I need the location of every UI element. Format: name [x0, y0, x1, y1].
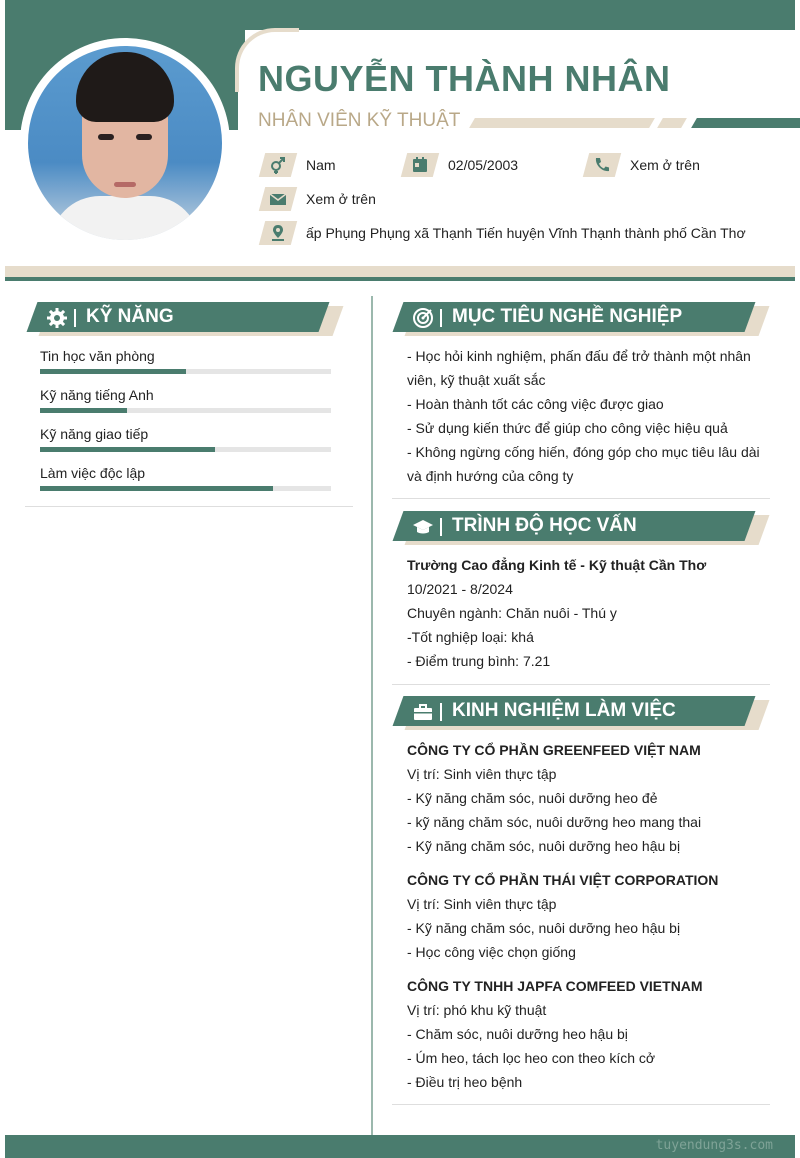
education-line: - Điểm trung bình: 7.21: [407, 653, 551, 669]
job-line: - Kỹ năng chăm sóc, nuôi dưỡng heo hậu bị: [407, 920, 681, 936]
job-line: - Úm heo, tách lọc heo con theo kích cở: [407, 1050, 656, 1066]
education-heading: [398, 511, 750, 545]
header-divider: [5, 266, 795, 277]
birthdate-value: 02/05/2003: [448, 157, 519, 173]
avatar-eye-right: [136, 134, 152, 140]
education-line: -Tốt nghiệp loại: khá: [407, 629, 534, 645]
info-email: [262, 187, 376, 211]
info-phone: [586, 153, 700, 177]
objective-line: - Không ngừng cống hiến, đóng góp cho mục tiêu lâu dài: [407, 444, 760, 460]
skill-bar-fill: [40, 408, 127, 413]
skill-bar-track: [40, 486, 331, 491]
experience-title: KINH NGHIỆM LÀM VIỆC: [452, 700, 676, 721]
avatar: [28, 46, 222, 240]
objective-line: - Hoàn thành tốt các công việc được giao: [407, 396, 664, 412]
watermark-text: tuyendung3s.com: [655, 1138, 773, 1153]
phone-icon: [586, 153, 618, 177]
avatar-shirt: [50, 196, 200, 240]
skill-item: [40, 386, 331, 413]
skills-title: KỸ NĂNG: [86, 306, 174, 327]
avatar-eye-left: [98, 134, 114, 140]
objective-title: MỤC TIÊU NGHỀ NGHIỆP: [452, 306, 683, 327]
title-stripe: [469, 118, 655, 128]
objective-line: - Học hỏi kinh nghiệm, phấn đấu để trở thành một nhân: [407, 348, 751, 364]
job-title: NHÂN VIÊN KỸ THUẬT: [258, 110, 461, 131]
education-line: 10/2021 - 8/2024: [407, 581, 513, 597]
footer-bar: [5, 1135, 795, 1158]
gender-icon: [262, 153, 294, 177]
job-line: Vị trí: Sinh viên thực tập: [407, 766, 557, 782]
company-name: CÔNG TY TNHH JAPFA COMFEED VIETNAM: [407, 978, 703, 994]
info-address: [262, 221, 746, 245]
section-divider: [392, 1104, 770, 1105]
job-line: - kỹ năng chăm sóc, nuôi dưỡng heo mang thai: [407, 814, 702, 830]
map-pin-icon: [262, 221, 294, 245]
skill-name: Kỹ năng giao tiếp: [40, 426, 149, 442]
candidate-name: NGUYỄN THÀNH NHÂN: [258, 58, 671, 99]
skill-bar-fill: [40, 486, 273, 491]
objective-line: và định hướng của công ty: [407, 468, 574, 484]
title-stripe-accent: [691, 118, 800, 128]
company-name: CÔNG TY CỔ PHẦN THÁI VIỆT CORPORATION: [407, 872, 719, 888]
avatar-hair: [76, 52, 174, 122]
briefcase-icon: [412, 701, 434, 723]
job-line: - Chăm sóc, nuôi dưỡng heo hậu bị: [407, 1026, 628, 1042]
skill-item: [40, 464, 331, 491]
company-name: CÔNG TY CỔ PHẦN GREENFEED VIỆT NAM: [407, 742, 701, 758]
section-divider: [392, 684, 770, 685]
skill-bar-track: [40, 447, 331, 452]
skill-bar-track: [40, 369, 331, 374]
header-divider-accent: [5, 277, 795, 281]
job-line: - Kỹ năng chăm sóc, nuôi dưỡng heo đẻ: [407, 790, 658, 806]
skill-item: [40, 425, 331, 452]
email-value: Xem ở trên: [306, 191, 376, 207]
calendar-icon: [404, 153, 436, 177]
school-name: Trường Cao đẳng Kinh tế - Kỹ thuật Cần Thơ: [407, 557, 707, 573]
job-line: - Điều trị heo bệnh: [407, 1074, 523, 1090]
avatar-mouth: [114, 182, 136, 187]
skill-bar-fill: [40, 447, 215, 452]
column-divider: [371, 296, 373, 1136]
skill-bar-fill: [40, 369, 186, 374]
objective-line: - Sử dụng kiến thức để giúp cho công việc hiệu quả: [407, 420, 728, 436]
skill-name: Làm việc độc lập: [40, 465, 146, 481]
section-divider: [25, 506, 353, 507]
job-line: Vị trí: phó khu kỹ thuật: [407, 1002, 547, 1018]
section-divider: [392, 498, 770, 499]
experience-heading: [398, 696, 750, 730]
education-title: TRÌNH ĐỘ HỌC VẤN: [452, 515, 637, 536]
target-icon: [412, 307, 434, 329]
job-line: Vị trí: Sinh viên thực tập: [407, 896, 557, 912]
job-line: - Học công việc chọn giống: [407, 944, 576, 960]
skill-item: [40, 347, 331, 374]
job-line: - Kỹ năng chăm sóc, nuôi dưỡng heo hậu bị: [407, 838, 681, 854]
graduation-cap-icon: [412, 516, 434, 538]
objective-line: viên, kỹ thuật xuất sắc: [407, 372, 546, 388]
objective-heading: [398, 302, 750, 336]
info-gender: [262, 153, 336, 177]
address-value: ấp Phụng Phụng xã Thạnh Tiến huyện Vĩnh Thạnh thành phố Cần Thơ: [306, 225, 746, 241]
skill-name: Tin học văn phòng: [40, 348, 155, 364]
skill-bar-track: [40, 408, 331, 413]
gender-value: Nam: [306, 157, 336, 173]
envelope-icon: [262, 187, 294, 211]
skill-name: Kỹ năng tiếng Anh: [40, 387, 154, 403]
info-birthdate: [404, 153, 518, 177]
phone-value: Xem ở trên: [630, 157, 700, 173]
gear-icon: [46, 307, 68, 329]
skills-heading: [32, 302, 324, 336]
education-line: Chuyên ngành: Chăn nuôi - Thú y: [407, 605, 617, 621]
